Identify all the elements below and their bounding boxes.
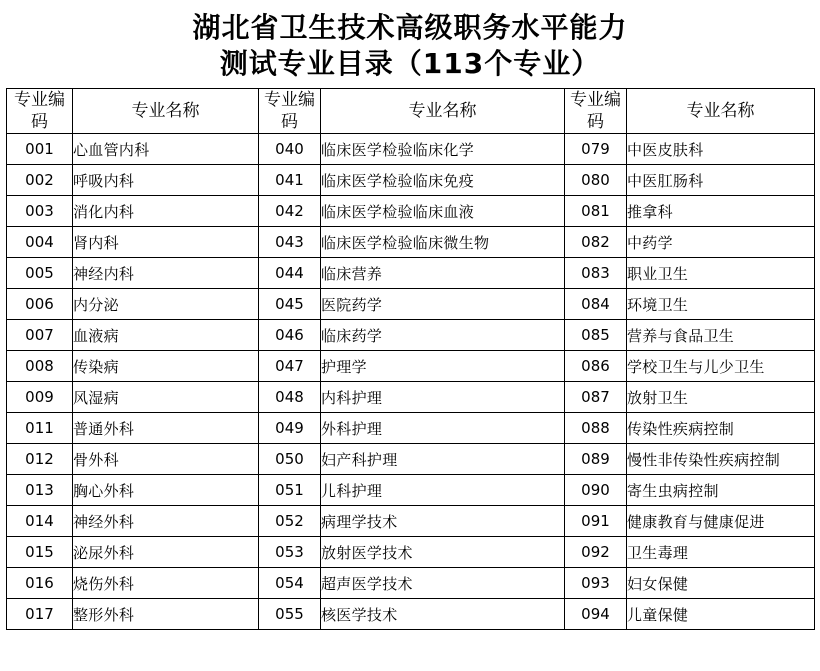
cell-name: 临床医学检验临床免疫 — [321, 165, 565, 196]
specialty-catalog-table — [6, 88, 815, 630]
cell-name: 放射卫生 — [627, 382, 815, 413]
cell-name: 内科护理 — [321, 382, 565, 413]
cell-name: 卫生毒理 — [627, 537, 815, 568]
cell-name: 神经内科 — [73, 258, 259, 289]
header-name-1: 专业名称 — [73, 89, 259, 134]
table-row — [7, 165, 815, 196]
cell-name: 妇产科护理 — [321, 444, 565, 475]
cell-code: 087 — [565, 382, 627, 413]
table-row — [7, 258, 815, 289]
cell-code: 085 — [565, 320, 627, 351]
table-row — [7, 134, 815, 165]
cell-name: 肾内科 — [73, 227, 259, 258]
header-code-2: 专业编码 — [259, 89, 321, 134]
cell-code: 081 — [565, 196, 627, 227]
table-row — [7, 537, 815, 568]
cell-name: 呼吸内科 — [73, 165, 259, 196]
table-row — [7, 320, 815, 351]
cell-name: 学校卫生与儿少卫生 — [627, 351, 815, 382]
cell-name: 整形外科 — [73, 599, 259, 630]
cell-name: 护理学 — [321, 351, 565, 382]
cell-code: 053 — [259, 537, 321, 568]
cell-code: 055 — [259, 599, 321, 630]
cell-name: 普通外科 — [73, 413, 259, 444]
cell-name: 医院药学 — [321, 289, 565, 320]
cell-code: 005 — [7, 258, 73, 289]
cell-code: 082 — [565, 227, 627, 258]
cell-code: 040 — [259, 134, 321, 165]
cell-code: 003 — [7, 196, 73, 227]
cell-name: 心血管内科 — [73, 134, 259, 165]
title-line-1: 湖北省卫生技术高级职务水平能力 — [192, 11, 628, 44]
cell-name: 推拿科 — [627, 196, 815, 227]
cell-name: 核医学技术 — [321, 599, 565, 630]
cell-name: 临床营养 — [321, 258, 565, 289]
cell-code: 044 — [259, 258, 321, 289]
cell-code: 008 — [7, 351, 73, 382]
cell-code: 006 — [7, 289, 73, 320]
cell-name: 临床医学检验临床化学 — [321, 134, 565, 165]
cell-name: 胸心外科 — [73, 475, 259, 506]
table-row — [7, 382, 815, 413]
cell-code: 011 — [7, 413, 73, 444]
title-line-2: 测试专业目录（113个专业） — [219, 47, 601, 80]
cell-name: 传染病 — [73, 351, 259, 382]
cell-name: 泌尿外科 — [73, 537, 259, 568]
cell-code: 004 — [7, 227, 73, 258]
cell-code: 092 — [565, 537, 627, 568]
cell-code: 090 — [565, 475, 627, 506]
table-row — [7, 475, 815, 506]
cell-name: 骨外科 — [73, 444, 259, 475]
cell-name: 慢性非传染性疾病控制 — [627, 444, 815, 475]
cell-code: 013 — [7, 475, 73, 506]
cell-code: 046 — [259, 320, 321, 351]
cell-code: 012 — [7, 444, 73, 475]
cell-code: 017 — [7, 599, 73, 630]
table-row — [7, 506, 815, 537]
cell-code: 047 — [259, 351, 321, 382]
cell-name: 中药学 — [627, 227, 815, 258]
cell-code: 094 — [565, 599, 627, 630]
cell-code: 083 — [565, 258, 627, 289]
cell-code: 049 — [259, 413, 321, 444]
cell-code: 016 — [7, 568, 73, 599]
table-row — [7, 413, 815, 444]
cell-code: 002 — [7, 165, 73, 196]
cell-code: 052 — [259, 506, 321, 537]
cell-code: 086 — [565, 351, 627, 382]
table-row — [7, 227, 815, 258]
table-header-row — [7, 89, 815, 134]
cell-name: 神经外科 — [73, 506, 259, 537]
cell-name: 营养与食品卫生 — [627, 320, 815, 351]
cell-name: 血液病 — [73, 320, 259, 351]
cell-code: 084 — [565, 289, 627, 320]
cell-code: 015 — [7, 537, 73, 568]
cell-name: 儿童保健 — [627, 599, 815, 630]
cell-name: 烧伤外科 — [73, 568, 259, 599]
cell-name: 超声医学技术 — [321, 568, 565, 599]
cell-code: 091 — [565, 506, 627, 537]
table-row — [7, 196, 815, 227]
cell-code: 007 — [7, 320, 73, 351]
cell-name: 传染性疾病控制 — [627, 413, 815, 444]
cell-name: 内分泌 — [73, 289, 259, 320]
header-code-1: 专业编码 — [7, 89, 73, 134]
cell-name: 环境卫生 — [627, 289, 815, 320]
cell-code: 050 — [259, 444, 321, 475]
catalog-table-wrap — [0, 88, 820, 630]
cell-name: 中医肛肠科 — [627, 165, 815, 196]
cell-code: 041 — [259, 165, 321, 196]
header-name-3: 专业名称 — [627, 89, 815, 134]
header-code-3: 专业编码 — [565, 89, 627, 134]
cell-name: 放射医学技术 — [321, 537, 565, 568]
cell-name: 儿科护理 — [321, 475, 565, 506]
cell-name: 寄生虫病控制 — [627, 475, 815, 506]
cell-code: 014 — [7, 506, 73, 537]
cell-code: 042 — [259, 196, 321, 227]
cell-code: 048 — [259, 382, 321, 413]
cell-name: 外科护理 — [321, 413, 565, 444]
cell-name: 妇女保健 — [627, 568, 815, 599]
cell-code: 054 — [259, 568, 321, 599]
table-row — [7, 289, 815, 320]
table-row — [7, 568, 815, 599]
cell-code: 051 — [259, 475, 321, 506]
cell-code: 045 — [259, 289, 321, 320]
table-row — [7, 351, 815, 382]
cell-code: 079 — [565, 134, 627, 165]
table-body — [7, 134, 815, 630]
cell-name: 消化内科 — [73, 196, 259, 227]
table-head — [7, 89, 815, 134]
cell-code: 093 — [565, 568, 627, 599]
table-row — [7, 599, 815, 630]
cell-code: 088 — [565, 413, 627, 444]
cell-name: 职业卫生 — [627, 258, 815, 289]
cell-code: 009 — [7, 382, 73, 413]
document-title — [0, 0, 820, 88]
cell-code: 080 — [565, 165, 627, 196]
cell-code: 043 — [259, 227, 321, 258]
cell-name: 病理学技术 — [321, 506, 565, 537]
cell-code: 089 — [565, 444, 627, 475]
table-row — [7, 444, 815, 475]
cell-name: 健康教育与健康促进 — [627, 506, 815, 537]
cell-name: 中医皮肤科 — [627, 134, 815, 165]
cell-name: 临床医学检验临床微生物 — [321, 227, 565, 258]
cell-name: 风湿病 — [73, 382, 259, 413]
cell-code: 001 — [7, 134, 73, 165]
cell-name: 临床医学检验临床血液 — [321, 196, 565, 227]
cell-name: 临床药学 — [321, 320, 565, 351]
header-name-2: 专业名称 — [321, 89, 565, 134]
